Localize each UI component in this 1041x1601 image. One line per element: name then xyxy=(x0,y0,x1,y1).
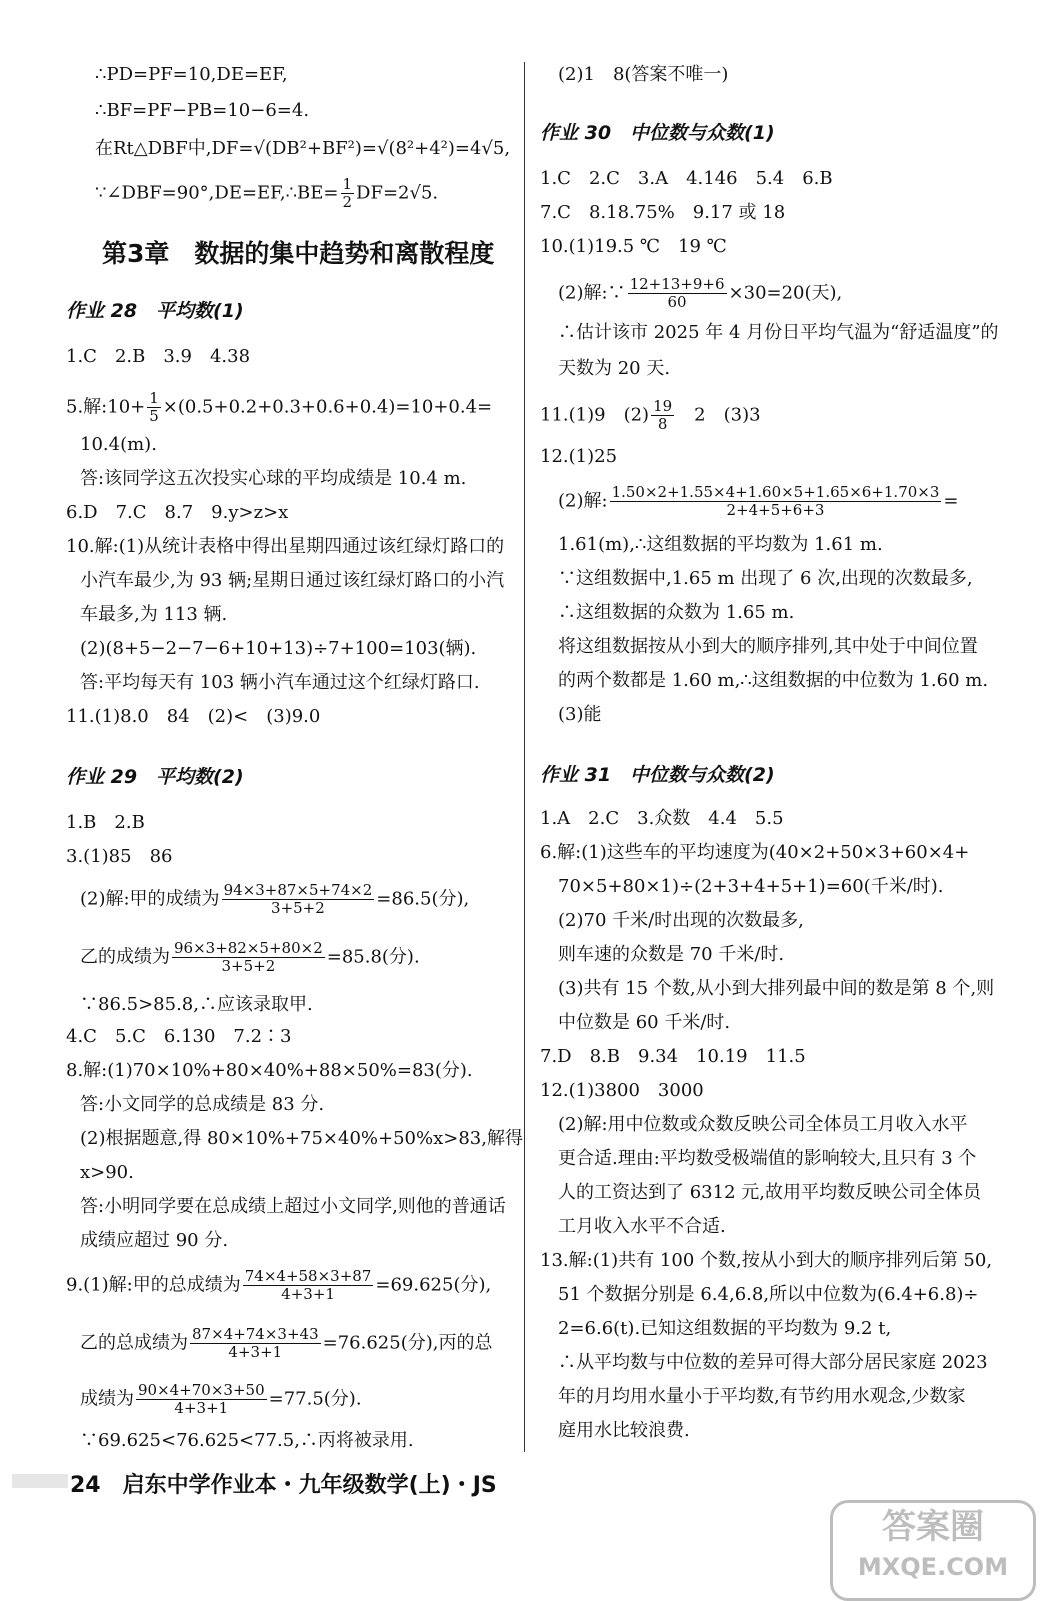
text-segment: ×(0.5+0.2+0.3+0.6+0.4)=10+0.4= xyxy=(162,396,493,418)
fraction-numerator: 96×3+82×5+80×2 xyxy=(174,939,323,957)
answer-line: 年的月均用水量小于平均数,有节约用水观念,少数家 xyxy=(558,1386,966,1407)
answer-line: 车最多,为 113 辆. xyxy=(80,604,228,625)
answer-line: 70×5+80×1)÷(2+3+4+5+1)=60(千米/时). xyxy=(558,876,944,897)
answer-line: ∵69.625<76.625<77.5,∴丙将被录用. xyxy=(80,1430,414,1451)
answer-line: 1.61(m),∴这组数据的平均数为 1.61 m. xyxy=(558,534,883,555)
text-line: ∴BF=PF−PB=10−6=4. xyxy=(95,100,310,121)
text-segment: DF=2√5. xyxy=(356,182,439,204)
answer-line: 则车速的众数是 70 千米/时. xyxy=(558,944,785,965)
watermark-logo xyxy=(830,1500,1036,1601)
fraction-denominator: 4+3+1 xyxy=(228,1343,283,1361)
fraction xyxy=(651,398,674,433)
text-segment: 乙的成绩为 xyxy=(80,946,170,968)
answer-line: (3)共有 15 个数,从小到大排列最中间的数是第 8 个,则 xyxy=(558,978,995,999)
answer-line xyxy=(558,484,958,519)
text-segment: =86.5(分), xyxy=(376,888,470,910)
answer-line xyxy=(80,940,420,975)
answer-line: 12.(1)3800 3000 xyxy=(540,1080,704,1101)
column-divider xyxy=(524,62,525,1452)
fraction xyxy=(243,1268,374,1303)
answer-line xyxy=(66,390,492,425)
fraction-denominator: 3+5+2 xyxy=(271,899,325,917)
answer-line: 1.A 2.C 3.众数 4.4 5.5 xyxy=(540,808,784,829)
answer-line: (2)1 8(答案不唯一) xyxy=(558,64,729,85)
answer-line: 小汽车最少,为 93 辆;星期日通过该红绿灯路口的小汽 xyxy=(80,570,505,591)
fraction xyxy=(610,484,942,519)
answer-line: (2)70 千米/时出现的次数最多, xyxy=(558,910,804,931)
answer-line: 10.解:(1)从统计表格中得出星期四通过该红绿灯路口的 xyxy=(66,536,505,557)
answer-line: 天数为 20 天. xyxy=(558,358,671,379)
watermark-url: MXQE.COM xyxy=(857,1553,1009,1581)
answer-line: 10.(1)19.5 ℃ 19 ℃ xyxy=(540,236,727,257)
answer-line: 人的工资达到了 6312 元,故用平均数反映公司全体员 xyxy=(558,1182,981,1203)
homework-heading: 作业 29 平均数(2) xyxy=(66,766,244,788)
answer-line: 10.4(m). xyxy=(80,434,157,455)
answer-line: 1.C 2.C 3.A 4.146 5.4 6.B xyxy=(540,168,833,189)
text-segment: =85.8(分). xyxy=(326,946,420,968)
fraction-denominator: 8 xyxy=(657,415,668,433)
fraction-numerator: 74×4+58×3+87 xyxy=(244,1267,372,1285)
answer-line: 7.C 8.18.75% 9.17 或 18 xyxy=(540,202,786,223)
text-segment: 2 (3)3 xyxy=(676,404,761,426)
footer-bar xyxy=(12,1474,68,1488)
answer-line: (2)根据题意,得 80×10%+75×40%+50%x>83,解得 xyxy=(80,1128,523,1149)
answer-line: 1.C 2.B 3.9 4.38 xyxy=(66,346,251,367)
answer-line xyxy=(80,1326,492,1361)
homework-heading: 作业 30 中位数与众数(1) xyxy=(540,122,775,144)
answer-line: 8.解:(1)70×10%+80×40%+88×50%=83(分). xyxy=(66,1060,473,1081)
text-segment: =76.625(分),丙的总 xyxy=(322,1332,493,1354)
answer-line: 答:小文同学的总成绩是 83 分. xyxy=(80,1094,325,1115)
text-segment: (2)解:甲的成绩为 xyxy=(80,888,220,910)
fraction-numerator: 12+13+9+6 xyxy=(629,275,725,293)
answer-line xyxy=(66,1268,491,1303)
answer-line: 答:平均每天有 103 辆小汽车通过这个红绿灯路口. xyxy=(80,672,480,693)
fraction xyxy=(172,940,325,975)
fraction-numerator: 87×4+74×3+43 xyxy=(192,1325,319,1343)
text-line: 在Rt△DBF中,DF=√(DB²+BF²)=√(8²+4²)=4√5, xyxy=(95,138,511,159)
text-segment: 乙的总成绩为 xyxy=(80,1332,188,1354)
text-segment: =77.5(分). xyxy=(268,1388,362,1410)
answer-line: ∴估计该市 2025 年 4 月份日平均气温为“舒适温度”的 xyxy=(558,322,999,343)
answer-line xyxy=(80,882,469,917)
fraction-denominator: 3+5+2 xyxy=(221,957,276,975)
answer-line: 成绩应超过 90 分. xyxy=(80,1230,229,1251)
answer-line: 更合适.理由:平均数受极端值的影响较大,且只有 3 个 xyxy=(558,1148,977,1169)
answer-line: 12.(1)25 xyxy=(540,446,618,467)
text-line: ∴PD=PF=10,DE=EF, xyxy=(95,64,288,85)
answer-line: (3)能 xyxy=(558,704,602,725)
answer-line: 2=6.6(t).已知这组数据的平均数为 9.2 t, xyxy=(558,1318,892,1339)
answer-line: (2)(8+5−2−7−6+10+13)÷7+100=103(辆). xyxy=(80,638,477,659)
text-segment: ∵∠DBF=90°,DE=EF,∴BE= xyxy=(95,182,339,204)
answer-line: ∵86.5>85.8,∴应该录取甲. xyxy=(80,994,313,1015)
answer-line: ∵这组数据中,1.65 m 出现了 6 次,出现的次数最多, xyxy=(558,568,973,589)
fraction-numerator: 90×4+70×3+50 xyxy=(138,1381,265,1399)
answer-line: 6.D 7.C 8.7 9.y>z>x xyxy=(66,502,289,523)
answer-line: 中位数是 60 千米/时. xyxy=(558,1012,731,1033)
text-segment: 成绩为 xyxy=(80,1388,134,1410)
fraction xyxy=(628,276,727,311)
answer-line: 工月收入水平不合适. xyxy=(558,1216,726,1237)
answer-line: (2)解:用中位数或众数反映公司全体员工月收入水平 xyxy=(558,1114,968,1135)
answer-line: 1.B 2.B xyxy=(66,812,145,833)
fraction-denominator: 2+4+5+6+3 xyxy=(726,501,825,519)
fraction-denominator: 4+3+1 xyxy=(281,1285,335,1303)
answer-line: 13.解:(1)共有 100 个数,按从小到大的顺序排列后第 50, xyxy=(540,1250,993,1271)
fraction xyxy=(341,176,355,211)
answer-line: 51 个数据分别是 6.4,6.8,所以中位数为(6.4+6.8)÷ xyxy=(558,1284,979,1305)
answer-line: 将这组数据按从小到大的顺序排列,其中处于中间位置 xyxy=(558,636,978,657)
answer-line: 6.解:(1)这些车的平均速度为(40×2+50×3+60×4+ xyxy=(540,842,970,863)
fraction-numerator: 1.50×2+1.55×4+1.60×5+1.65×6+1.70×3 xyxy=(611,483,940,501)
answer-line: 7.D 8.B 9.34 10.19 11.5 xyxy=(540,1046,806,1067)
fraction-denominator: 60 xyxy=(667,293,687,311)
text-line xyxy=(95,176,438,211)
answer-line: 庭用水比较浪费. xyxy=(558,1420,690,1441)
watermark-text: 答案圈 xyxy=(882,1507,984,1547)
fraction xyxy=(136,1382,267,1417)
answer-line: 4.C 5.C 6.130 7.2∶3 xyxy=(66,1026,292,1047)
answer-line xyxy=(540,398,761,433)
text-segment: (2)解:∵ xyxy=(558,282,626,304)
fraction xyxy=(147,390,161,425)
text-segment: 11.(1)9 (2) xyxy=(540,404,650,426)
answer-line: 的两个数都是 1.60 m,∴这组数据的中位数为 1.60 m. xyxy=(558,670,989,691)
fraction xyxy=(222,882,375,917)
text-segment: 5.解:10+ xyxy=(66,396,146,418)
answer-line: 3.(1)85 86 xyxy=(66,846,173,867)
fraction-denominator: 5 xyxy=(149,407,159,425)
answer-line: 答:小明同学要在总成绩上超过小文同学,则他的普通话 xyxy=(80,1196,506,1217)
text-segment: = xyxy=(943,490,959,512)
page-footer: 24 启东中学作业本・九年级数学(上)・JS xyxy=(70,1473,497,1498)
fraction-numerator: 1 xyxy=(149,389,159,407)
answer-line xyxy=(558,276,842,311)
answer-line: x>90. xyxy=(80,1162,134,1183)
answer-line: ∴从平均数与中位数的差异可得大部分居民家庭 2023 xyxy=(558,1352,988,1373)
fraction-numerator: 19 xyxy=(653,397,673,415)
homework-heading: 作业 28 平均数(1) xyxy=(66,300,244,322)
fraction xyxy=(190,1326,321,1361)
fraction-denominator: 4+3+1 xyxy=(174,1399,229,1417)
fraction-numerator: 1 xyxy=(342,175,353,193)
answer-line xyxy=(80,1382,362,1417)
text-segment: (2)解: xyxy=(558,490,608,512)
fraction-denominator: 2 xyxy=(342,193,353,211)
fraction-numerator: 94×3+87×5+74×2 xyxy=(223,881,373,899)
text-segment: 9.(1)解:甲的总成绩为 xyxy=(66,1274,241,1296)
answer-line: ∴这组数据的众数为 1.65 m. xyxy=(558,602,795,623)
homework-heading: 作业 31 中位数与众数(2) xyxy=(540,764,775,786)
answer-line: 答:该同学这五次投实心球的平均成绩是 10.4 m. xyxy=(80,468,467,489)
chapter-title: 第3章 数据的集中趋势和离散程度 xyxy=(102,239,495,268)
text-segment: ×30=20(天), xyxy=(728,282,843,304)
right-column xyxy=(528,0,1041,1600)
answer-line: 11.(1)8.0 84 (2)< (3)9.0 xyxy=(66,706,321,727)
text-segment: =69.625(分), xyxy=(375,1274,492,1296)
